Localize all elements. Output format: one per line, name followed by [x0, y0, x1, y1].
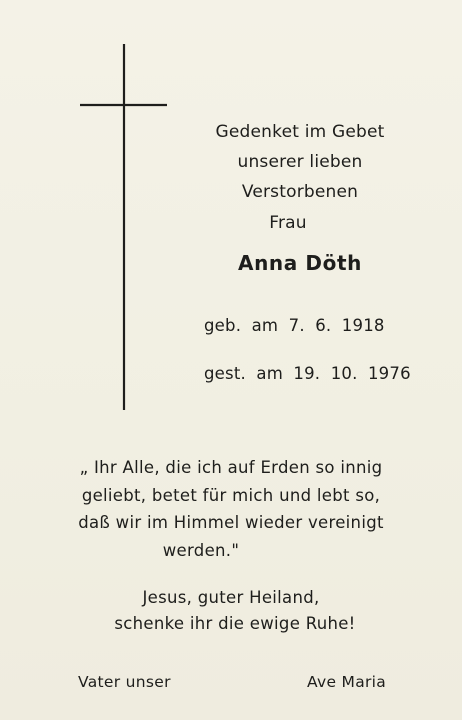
quote-line-3: daß wir im Himmel wieder vereinigt: [78, 513, 384, 532]
footer-prayer-right: Ave Maria: [307, 673, 387, 691]
footer-prayer-left: Vater unser: [78, 673, 171, 691]
quote-line-4: werden.": [162, 541, 240, 560]
deceased-name: Anna Döth: [238, 251, 362, 275]
prayer-line-2: schenke ihr die ewige Ruhe!: [114, 614, 356, 633]
intro-line-4: Frau: [269, 213, 307, 233]
quote-line-1: „ Ihr Alle, die ich auf Erden so innig: [79, 458, 383, 477]
prayer-line-1: Jesus, guter Heiland,: [142, 588, 320, 607]
intro-line-2: unserer lieben: [237, 152, 363, 172]
birth-date: geb. am 7. 6. 1918: [204, 316, 385, 335]
intro-line-3: Verstorbenen: [241, 182, 359, 202]
death-date: gest. am 19. 10. 1976: [204, 364, 411, 383]
quote-line-2: geliebt, betet für mich und lebt so,: [81, 486, 381, 505]
intro-line-1: Gedenket im Gebet: [215, 122, 385, 142]
